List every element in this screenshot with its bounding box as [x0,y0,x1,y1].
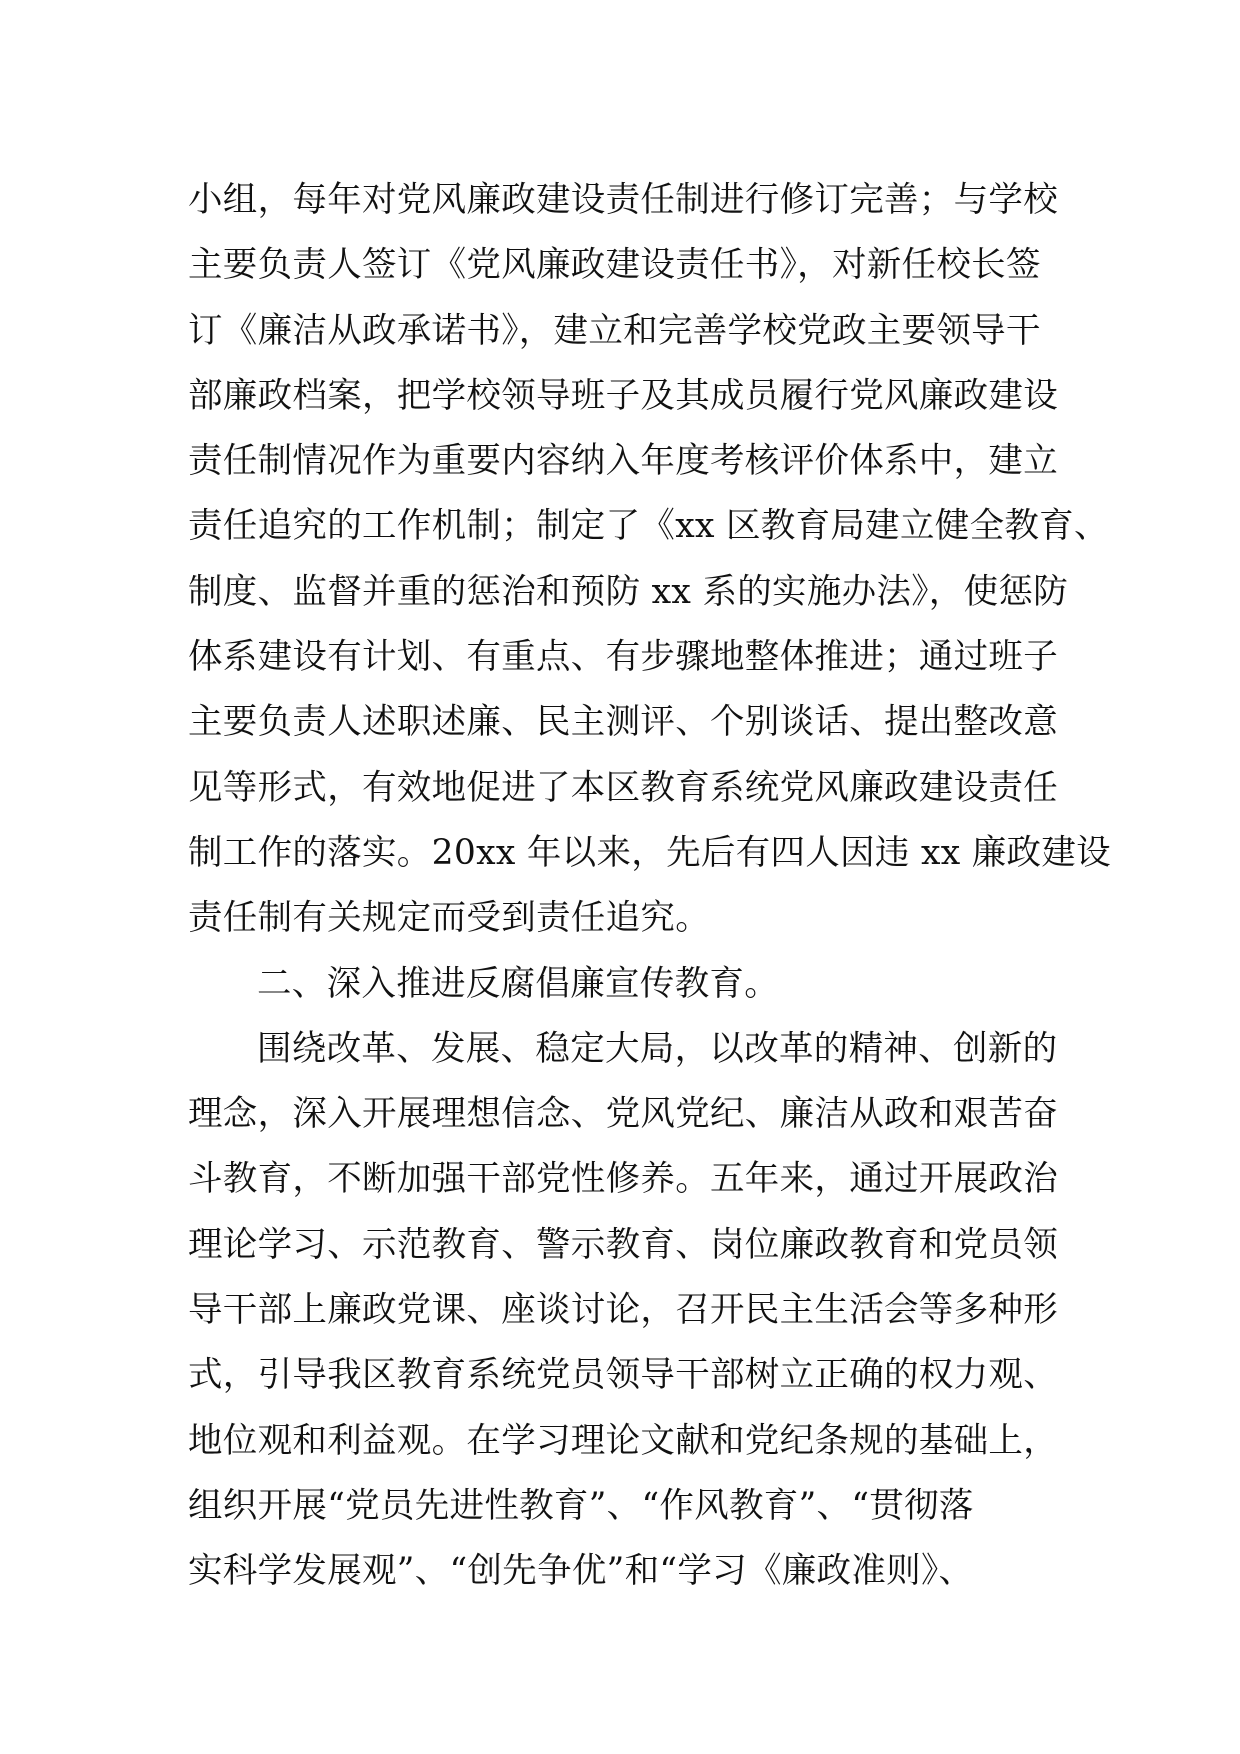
text-line: 制度、监督并重的惩治和预防 xx 系的实施办法》，使惩防 [188,571,1068,612]
text-line: 体系建设有计划、有重点、有步骤地整体推进；通过班子 [188,637,1058,678]
text-line: 围绕改革、发展、稳定大局，以改革的精神、创新的 [257,1028,1058,1069]
text-line: 理念，深入开展理想信念、党风党纪、廉洁从政和艰苦奋 [188,1094,1058,1135]
text-line: 责任制情况作为重要内容纳入年度考核评价体系中，建立 [188,441,1058,482]
text-line: 式，引导我区教育系统党员领导干部树立正确的权力观、 [188,1355,1058,1396]
text-line: 订《廉洁从政承诺书》，建立和完善学校党政主要领导干 [188,310,1041,351]
text-line: 地位观和利益观。在学习理论文献和党纪条规的基础上， [188,1420,1058,1461]
text-line: 责任制有关规定而受到责任追究。 [188,898,710,939]
text-line: 小组，每年对党风廉政建设责任制进行修订完善；与学校 [188,180,1058,220]
text-line: 导干部上廉政党课、座谈讨论，召开民主生活会等多种形 [188,1290,1058,1331]
text-line: 理论学习、示范教育、警示教育、岗位廉政教育和党员领 [188,1224,1058,1265]
body-text [188,168,1111,1605]
section-heading: 二、深入推进反腐倡廉宣传教育。 [257,963,779,1004]
text-line: 组织开展“党员先进性教育”、“作风教育”、“贯彻落 [188,1485,974,1526]
text-line: 部廉政档案，把学校领导班子及其成员履行党风廉政建设 [188,375,1058,416]
text-line: 责任追究的工作机制；制定了《xx 区教育局建立健全教育、 [188,506,1109,547]
text-line: 见等形式，有效地促进了本区教育系统党风廉政建设责任 [188,767,1058,808]
text-line: 主要负责人述职述廉、民主测评、个别谈话、提出整改意 [188,702,1058,743]
text-line: 主要负责人签订《党风廉政建设责任书》，对新任校长签 [188,245,1041,286]
text-line: 实科学发展观”、“创先争优”和“学习《廉政准则》、 [188,1551,974,1592]
text-line: 制工作的落实。20xx 年以来，先后有四人因违 xx 廉政建设 [188,832,1111,873]
text-line: 斗教育，不断加强干部党性修养。五年来，通过开展政治 [188,1159,1058,1200]
